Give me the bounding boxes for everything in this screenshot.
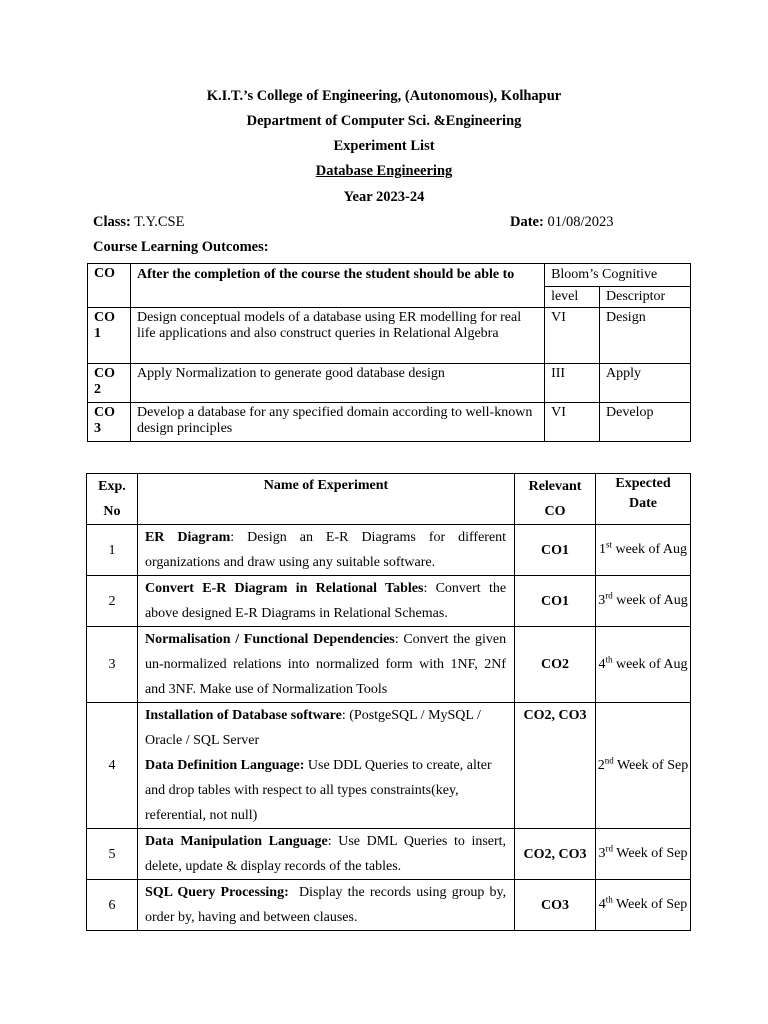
date-value: 01/08/2023 <box>547 214 614 230</box>
descriptor-header: Descriptor <box>600 287 691 308</box>
co-descriptor: Design <box>600 308 691 364</box>
exp-co: CO3 <box>515 880 596 931</box>
experiment-row <box>87 525 691 576</box>
course-outcomes-table <box>87 263 691 442</box>
co-level: VI <box>545 308 600 364</box>
experiment-table <box>86 473 691 931</box>
experiment-row <box>87 627 691 703</box>
outcomes-heading: Course Learning Outcomes: <box>93 239 269 255</box>
exp-date: 4th Week of Sep <box>596 880 691 931</box>
outcome-header: After the completion of the course the student should be able to <box>130 264 544 308</box>
co-id: CO 2 <box>88 364 131 403</box>
exp-co: CO2 <box>515 627 596 703</box>
exp-description: Normalisation / Functional Dependencies: Convert the given un-normalized relations into normalized form with 1NF, 2Nf and 3NF. Make use of Normalization Tools <box>137 627 514 703</box>
exp-description: Data Manipulation Language: Use DML Queries to insert, delete, update & display records of the tables. <box>137 829 514 880</box>
exp-date: 1st week of Aug <box>596 525 691 576</box>
course-name: Database Engineering <box>315 163 453 179</box>
class-line <box>93 214 184 231</box>
co-id: CO 3 <box>88 403 131 442</box>
date-line <box>510 214 614 231</box>
exp-number: 5 <box>87 829 138 880</box>
exp-name-header: Name of Experiment <box>137 474 514 525</box>
exp-title: Convert E-R Diagram in Relational Tables <box>144 581 424 596</box>
co-header: CO <box>88 264 131 308</box>
exp-number: 1 <box>87 525 138 576</box>
list-title: Experiment List <box>333 138 435 154</box>
exp-co: CO2, CO3 <box>515 829 596 880</box>
co-id: CO 1 <box>88 308 131 364</box>
exp-description: Convert E-R Diagram in Relational Tables: Convert the above designed E-R Diagrams in Relational Schemas. <box>137 576 514 627</box>
exp-date: 4th week of Aug <box>596 627 691 703</box>
exp-no-header: Exp. No <box>87 474 138 525</box>
exp-co: CO1 <box>515 576 596 627</box>
exp-number: 6 <box>87 880 138 931</box>
exp-number: 2 <box>87 576 138 627</box>
co-row <box>88 308 691 364</box>
exp-title: ER Diagram <box>144 530 231 545</box>
co-descriptor: Apply <box>600 364 691 403</box>
exp-date: 3rd week of Aug <box>596 576 691 627</box>
bloom-header: Bloom’s Cognitive <box>545 264 691 287</box>
co-descriptor: Develop <box>600 403 691 442</box>
experiment-row <box>87 576 691 627</box>
exp-co: CO2, CO3 <box>515 703 596 829</box>
class-label: Class: <box>93 214 131 230</box>
experiment-row <box>87 829 691 880</box>
level-header: level <box>545 287 600 308</box>
co-description: Design conceptual models of a database using ER modelling for real life applications and also construct queries in Relational Algebra <box>130 308 544 364</box>
exp-date: 3rd Week of Sep <box>596 829 691 880</box>
exp-description: ER Diagram: Design an E-R Diagrams for different organizations and draw using any suitable software. <box>137 525 514 576</box>
exp-co: CO1 <box>515 525 596 576</box>
relevant-co-header: Relevant CO <box>515 474 596 525</box>
exp-date: 2nd Week of Sep <box>596 703 691 829</box>
date-label: Date: <box>510 214 544 230</box>
college-name: K.I.T.’s College of Engineering, (Autonomous), Kolhapur <box>206 88 562 104</box>
co-row <box>88 364 691 403</box>
class-value: T.Y.CSE <box>134 214 185 230</box>
exp-title: SQL Query Processing: <box>144 885 289 900</box>
department-name: Department of Computer Sci. &Engineering <box>246 113 522 129</box>
exp-description: SQL Query Processing: Display the records using group by, order by, having and between clauses. <box>137 880 514 931</box>
exp-title: Installation of Database software <box>144 708 342 723</box>
academic-year: Year 2023-24 <box>343 189 425 205</box>
co-level: VI <box>545 403 600 442</box>
exp-title: Data Manipulation Language <box>144 834 328 849</box>
co-description: Develop a database for any specified domain according to well-known design principles <box>130 403 544 442</box>
exp-title: Normalisation / Functional Dependencies <box>144 632 395 647</box>
exp-title-2: Data Definition Language: <box>144 758 305 773</box>
expected-date-header: Expected Date <box>596 474 691 525</box>
experiment-row <box>87 880 691 931</box>
co-description: Apply Normalization to generate good database design <box>130 364 544 403</box>
exp-description: Installation of Database software: (PostgeSQL / MySQL / Oracle / SQL Server Data Definition Language: Use DDL Queries to create, alter and drop tables with respect to all types constraints(key, referential, not null) <box>137 703 514 829</box>
exp-number: 3 <box>87 627 138 703</box>
exp-number: 4 <box>87 703 138 829</box>
co-level: III <box>545 364 600 403</box>
co-row <box>88 403 691 442</box>
experiment-row <box>87 703 691 829</box>
